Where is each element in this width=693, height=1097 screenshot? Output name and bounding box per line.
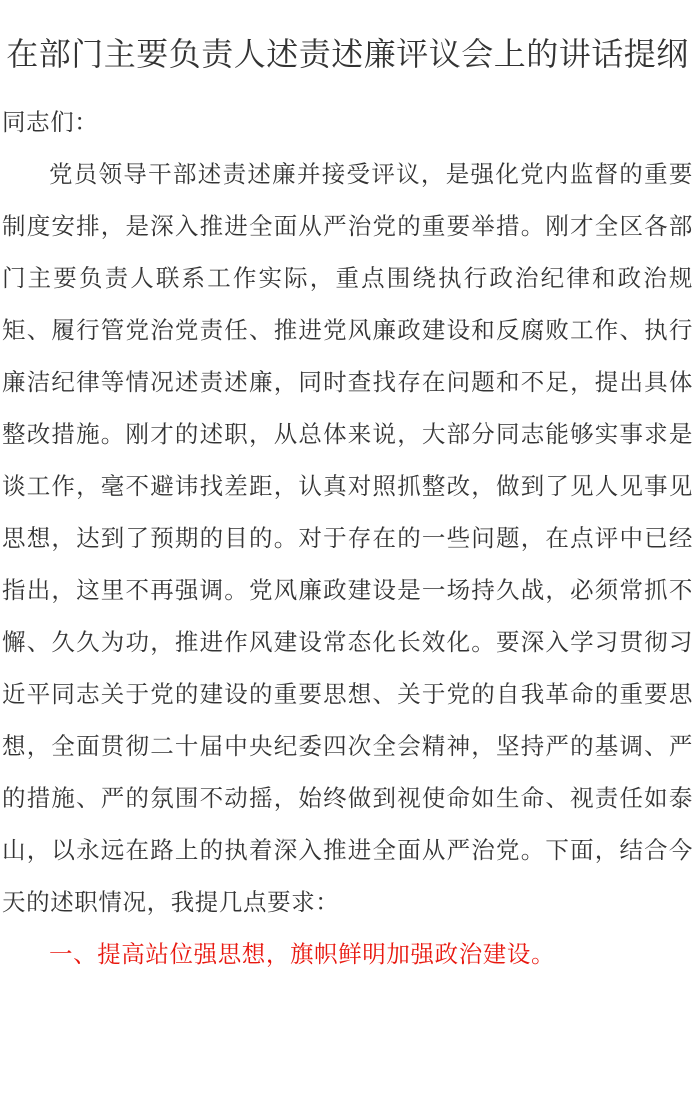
document-title: 在部门主要负责人述责述廉评议会上的讲话提纲 xyxy=(6,35,689,73)
section-heading: 一、提高站位强思想，旗帜鲜明加强政治建设。 xyxy=(49,940,556,968)
paragraph: 党员领导干部述责述廉并接受评议，是强化党内监督的重要制度安排，是深入推进全面从严治党的重要举措。刚才全区各部门主要负责人联系工作实际，重点围绕执行政治纪律和政治规矩、履行管党治党责任、推进党风廉政建设和反腐败工作、执行廉洁纪律等情况述责述廉，同时查找存在问题和不足，提出具体整改措施。刚才的述职，从总体来说，大部分同志能够实事求是谈工作，毫不避讳找差距，认真对照抓整改，做到了见人见事见思想，达到了预期的目的。对于存在的一些问题，在点评中已经指出，这里不再强调。党风廉政建设是一场持久战，必须常抓不懈、久久为功，推进作风建设常态化长效化。要深入学习贯彻习近平同志关于党的建设的重要思想、关于党的自我革命的重要思想，全面贯彻二十届中央纪委四次全会精神，坚持严的基调、严的措施、严的氛围不动摇，始终做到视使命如生命、视责任如泰山，以永远在路上的执着深入推进全面从严治党。下面，结合今天的述职情况，我提几点要求： xyxy=(2,160,693,916)
document-body xyxy=(2,96,693,980)
salutation: 同志们： xyxy=(2,108,99,136)
